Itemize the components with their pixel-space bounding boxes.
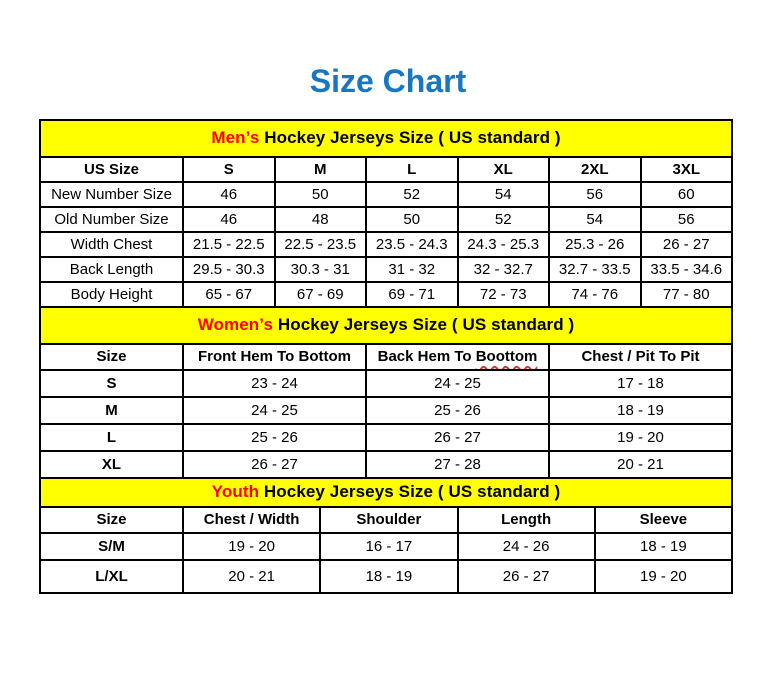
row-label: M [40, 397, 183, 424]
row-label: Back Length [40, 257, 183, 282]
table-row [40, 533, 732, 560]
size-value: 19 - 20 [595, 560, 732, 593]
column-header: Size [40, 507, 183, 533]
size-value: 52 [458, 207, 550, 232]
size-value: 23 - 24 [183, 370, 366, 397]
size-value: 50 [275, 182, 367, 207]
size-value: 26 - 27 [183, 451, 366, 478]
size-value: 48 [275, 207, 367, 232]
size-value: 20 - 21 [183, 560, 320, 593]
mens-column-header-row [40, 157, 732, 182]
mens-section-header-row [40, 120, 732, 157]
misspelled-word: Boottom [475, 348, 538, 366]
table-row [40, 370, 732, 397]
table-row [40, 397, 732, 424]
row-label: Body Height [40, 282, 183, 307]
size-value: 46 [183, 207, 275, 232]
womens-section-header [40, 307, 732, 344]
size-value: 24 - 25 [183, 397, 366, 424]
youth-section-header [40, 478, 732, 507]
size-value: 18 - 19 [549, 397, 732, 424]
row-label: S/M [40, 533, 183, 560]
column-header: L [366, 157, 458, 182]
size-value: 17 - 18 [549, 370, 732, 397]
section-title-text: Hockey Jerseys Size ( US standard ) [273, 315, 575, 335]
column-header: Front Hem To Bottom [183, 344, 366, 370]
size-value: 30.3 - 31 [275, 257, 367, 282]
page-title: Size Chart [309, 63, 467, 99]
column-header: 3XL [641, 157, 733, 182]
size-value: 26 - 27 [458, 560, 595, 593]
youth-section-header-row [40, 478, 732, 507]
column-header: M [275, 157, 367, 182]
mens-size-table [39, 119, 733, 308]
size-value: 46 [183, 182, 275, 207]
size-value: 19 - 20 [549, 424, 732, 451]
size-value: 54 [458, 182, 550, 207]
size-value: 65 - 67 [183, 282, 275, 307]
row-label: L [40, 424, 183, 451]
size-value: 32.7 - 33.5 [549, 257, 641, 282]
womens-size-table [39, 306, 733, 479]
size-value: 60 [641, 182, 733, 207]
size-value: 25 - 26 [183, 424, 366, 451]
size-value: 33.5 - 34.6 [641, 257, 733, 282]
column-header: Length [458, 507, 595, 533]
womens-column-header-row [40, 344, 732, 370]
size-value: 72 - 73 [458, 282, 550, 307]
column-header-text: Back Hem To [377, 348, 476, 366]
column-header: Chest / Width [183, 507, 320, 533]
womens-section-header-row [40, 307, 732, 344]
column-header: 2XL [549, 157, 641, 182]
row-label: New Number Size [40, 182, 183, 207]
size-value: 32 - 32.7 [458, 257, 550, 282]
size-value: 69 - 71 [366, 282, 458, 307]
section-title-text: Hockey Jerseys Size ( US standard ) [259, 482, 561, 502]
size-chart [39, 119, 733, 594]
column-header: XL [458, 157, 550, 182]
row-label: Old Number Size [40, 207, 183, 232]
size-value: 27 - 28 [366, 451, 549, 478]
mens-section-header [40, 120, 732, 157]
table-row [40, 232, 732, 257]
column-header: Shoulder [320, 507, 457, 533]
size-value: 74 - 76 [549, 282, 641, 307]
size-value: 52 [366, 182, 458, 207]
table-row [40, 182, 732, 207]
size-value: 67 - 69 [275, 282, 367, 307]
size-value: 26 - 27 [366, 424, 549, 451]
size-value: 16 - 17 [320, 533, 457, 560]
size-value: 22.5 - 23.5 [275, 232, 367, 257]
table-row [40, 257, 732, 282]
column-header: S [183, 157, 275, 182]
column-header [366, 344, 549, 370]
size-value: 18 - 19 [595, 533, 732, 560]
table-row [40, 560, 732, 593]
section-highlight-text: Women’s [197, 315, 274, 335]
size-value: 77 - 80 [641, 282, 733, 307]
table-row [40, 451, 732, 478]
section-highlight-text: Men’s [211, 128, 260, 148]
size-value: 24 - 26 [458, 533, 595, 560]
row-label: L/XL [40, 560, 183, 593]
table-row [40, 207, 732, 232]
size-value: 25.3 - 26 [549, 232, 641, 257]
table-row [40, 424, 732, 451]
size-value: 50 [366, 207, 458, 232]
table-row [40, 282, 732, 307]
youth-column-header-row [40, 507, 732, 533]
size-value: 56 [641, 207, 733, 232]
size-value: 25 - 26 [366, 397, 549, 424]
row-label: Width Chest [40, 232, 183, 257]
section-title-text: Hockey Jerseys Size ( US standard ) [259, 128, 561, 148]
size-value: 56 [549, 182, 641, 207]
size-value: 29.5 - 30.3 [183, 257, 275, 282]
row-label: S [40, 370, 183, 397]
section-highlight-text: Youth [211, 482, 260, 502]
size-value: 26 - 27 [641, 232, 733, 257]
size-value: 54 [549, 207, 641, 232]
size-value: 31 - 32 [366, 257, 458, 282]
column-header: Size [40, 344, 183, 370]
size-value: 24.3 - 25.3 [458, 232, 550, 257]
youth-size-table [39, 477, 733, 594]
size-value: 21.5 - 22.5 [183, 232, 275, 257]
size-value: 20 - 21 [549, 451, 732, 478]
size-value: 24 - 25 [366, 370, 549, 397]
size-value: 19 - 20 [183, 533, 320, 560]
size-value: 18 - 19 [320, 560, 457, 593]
column-header: Chest / Pit To Pit [549, 344, 732, 370]
size-value: 23.5 - 24.3 [366, 232, 458, 257]
column-header: Sleeve [595, 507, 732, 533]
column-header: US Size [40, 157, 183, 182]
row-label: XL [40, 451, 183, 478]
